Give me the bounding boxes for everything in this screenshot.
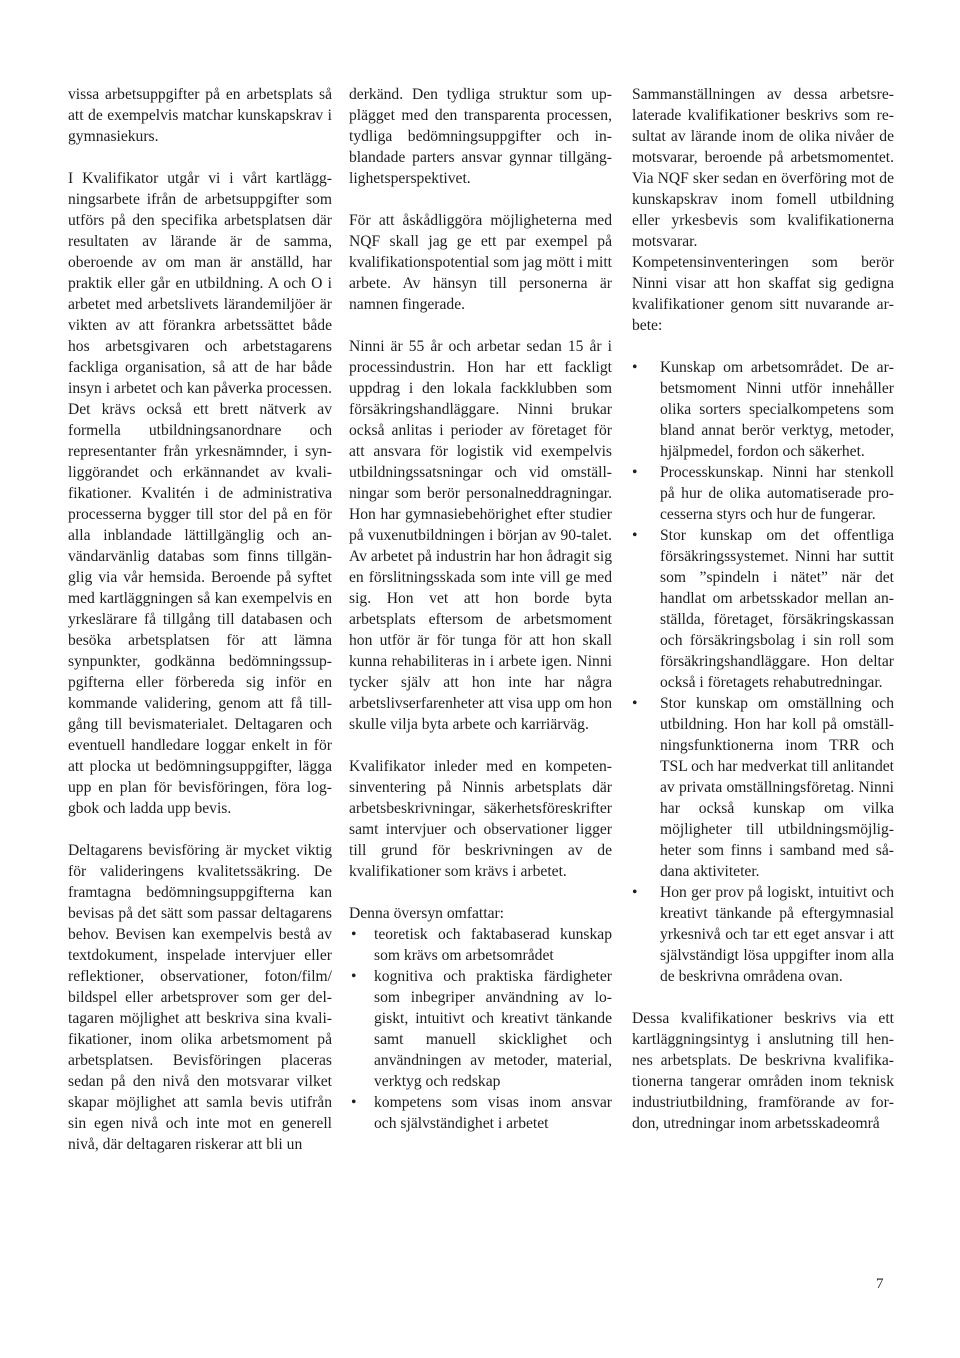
- bullet-list: [632, 357, 894, 987]
- left-column: [68, 84, 332, 1155]
- list-item: • Kunskap om arbetsområdet. De arbetsmoment Ninni utför innehåller olika sorters specialkompetens som bland annat berör verktyg, metoder, hjälpmedel, fordon och säkerhet.: [632, 357, 894, 462]
- paragraph: derkänd. Den tydliga struktur som upplägget med den transparenta processen, tydliga bedömningsuppgifter och inblandade parters ansvar gynnar tillgänglighetsperspektivet.: [349, 86, 612, 187]
- right-column: [632, 84, 894, 1134]
- list-item: • teoretisk och faktabaserad kunskap som krävs om arbetsområdet: [349, 924, 612, 966]
- paragraph: I Kvalifikator utgår vi i vårt kartläggningsarbete ifrån de arbetsuppgifter som utförs på den specifika arbetsplatsen där resultaten av lärande är de samma, oberoende av om man är anställd, har praktik eller går en utbildning. A och O i arbetet med arbetslivets lärandemiljöer är vikten av att förankra arbetssättet både hos arbetsgivaren och arbetstagarens fackliga organisation, så att de har både insyn i arbetet och kan påverka processen. Det krävs också ett brett nätverk av formella utbildningsanordnare och representanter från yrkesnämnder, i synliggörandet och erkännandet av kvalifikationer. Kvalitén i de administrativa processerna bygger till stor del på en för alla inblandade lättillgänglig och användarvänlig databas som finns tillgänglig via vår hemsida. Beroende på syftet med kartläggningen så kan exempelvis en yrkeslärare få tillgång till databasen och besöka arbetsplatsen för att lämna synpunkter, godkänna bedömningssuppgifterna eller förbereda sig inför en kommande validering, genom att få tillgång till bevismaterialet. Deltagaren och eventuell handledare loggar enkelt in för att plocka ut bedömningsuppgifter, lägga upp en plan för bevisföringen, föra loggbok och ladda upp bevis.: [68, 170, 332, 817]
- paragraph: Ninni är 55 år och arbetar sedan 15 år i processindustrin. Hon har ett fackligt uppdrag i den lokala fackklubben som försäkringshandläggare. Ninni brukar också anlitas i perioder av företaget för att ansvara för logistik vid exempelvis utbildningssatsningar och vid omställningar som berör personalneddragningar. Hon har gymnasiebehörighet efter studier på vuxenutbildningen i början av 90-talet. Av arbetet på industrin har hon ådragit sig en förslitningsskada som inte vill ge med sig. Hon vet att hon borde byta arbetsplats eftersom de arbetsmoment hon utför är för tunga för att hon skall kunna rehabiliteras in i arbete igen. Ninni tycker själv att hon inte har några arbetslivserfarenheter att visa upp om hon skulle vilja byta arbete och karriärväg.: [349, 338, 612, 733]
- paragraph: Dessa kvalifikationer beskrivs via ett kartläggningsintyg i anslutning till hennes arbetsplats. De beskrivna kvalifikationerna tangerar områden inom teknisk industriutbildning, framförande av fordon, utredningar inom arbetsskadeområ: [632, 1010, 894, 1132]
- paragraph: Kvalifikator inleder med en kompetensinventering på Ninnis arbetsplats där arbetsbeskrivningar, säkerhetsföreskrifter samt intervjuer och observationer ligger till grund för beskrivningen av de kvalifikationer som krävs i arbetet.: [349, 758, 612, 880]
- list-item: • kognitiva och praktiska färdigheter som inbegriper användning av logiskt, intuitivt och kreativt tänkande samt manuell skicklighet och användningen av metoder, material, verktyg och redskap: [349, 966, 612, 1092]
- list-item: • Stor kunskap om omställning och utbildning. Hon har koll på omställningsfunktionerna inom TRR och TSL och har medverkat till anlitandet av privata omställningsföretag. Ninni har också kunskap om vilka möjligheter till utbildningsmöjligheter som finns i samband med sådana aktiviteter.: [632, 693, 894, 882]
- list-item: • kompetens som visas inom ansvar och självständighet i arbetet: [349, 1092, 612, 1134]
- paragraph: Sammanställningen av dessa arbetsrelaterade kvalifikationer beskrivs som resultat av lärande inom de olika nivåer de motsvarar, beroende på arbetsmomentet. Via NQF sker sedan en överföring mot de kunskapskrav inom fomell utbildning eller yrkesbevis som kvalifikationerna motsvarar.: [632, 86, 894, 250]
- paragraph: Deltagarens bevisföring är mycket viktig för valideringens kvalitetssäkring. De framtagna bedömningsuppgifterna kan bevisas på det sätt som passar deltagarens behov. Bevisen kan exempelvis bestå av textdokument, inspelade intervjuer eller reflektioner, observationer, foton/film/ bildspel eller arbetsprover som ger deltagaren möjlighet att beskriva sina kvalifikationer, inom olika arbetsmoment på arbetsplatsen. Bevisföringen placeras sedan på den nivå den motsvarar vilket skapar möjlighet att samla bevis utifrån sin egen nivå och inte mot en generell nivå, där deltagaren riskerar att bli un: [68, 842, 332, 1153]
- bullet-list: [349, 924, 612, 1134]
- paragraph: vissa arbetsuppgifter på en arbetsplats så att de exempelvis matchar kunskapskrav i gymnasiekurs.: [68, 86, 332, 145]
- paragraph: För att åskådliggöra möjligheterna med NQF skall jag ge ett par exempel på kvalifikationspotential som jag mött i mitt arbete. Av hänsyn till personerna är namnen fingerade.: [349, 212, 612, 313]
- page-number: 7: [876, 1276, 884, 1292]
- list-item: • Hon ger prov på logiskt, intuitivt och kreativt tänkande på eftergymnasial yrkesnivå och tar ett eget ansvar i att självständigt lösa uppgifter inom alla de beskrivna områdena ovan.: [632, 882, 894, 987]
- list-item: • Processkunskap. Ninni har stenkoll på hur de olika automatiserade processerna styrs och hur de fungerar.: [632, 462, 894, 525]
- list-item: • Stor kunskap om det offentliga försäkringssystemet. Ninni har suttit som ”spindeln i nätet” när det handlat om arbetsskador mellan anställda, företaget, försäkringskassan och försäkringsbolag i sin roll som försäkringshandläggare. Hon deltar också i företagets rehabutredningar.: [632, 525, 894, 693]
- paragraph: Kompetensinventeringen som berör Ninni visar att hon skaffat sig gedigna kvalifikationer genom sitt nuvarande arbete:: [632, 254, 894, 334]
- list-intro: Denna översyn omfattar:: [349, 905, 505, 922]
- middle-column: [349, 84, 612, 1155]
